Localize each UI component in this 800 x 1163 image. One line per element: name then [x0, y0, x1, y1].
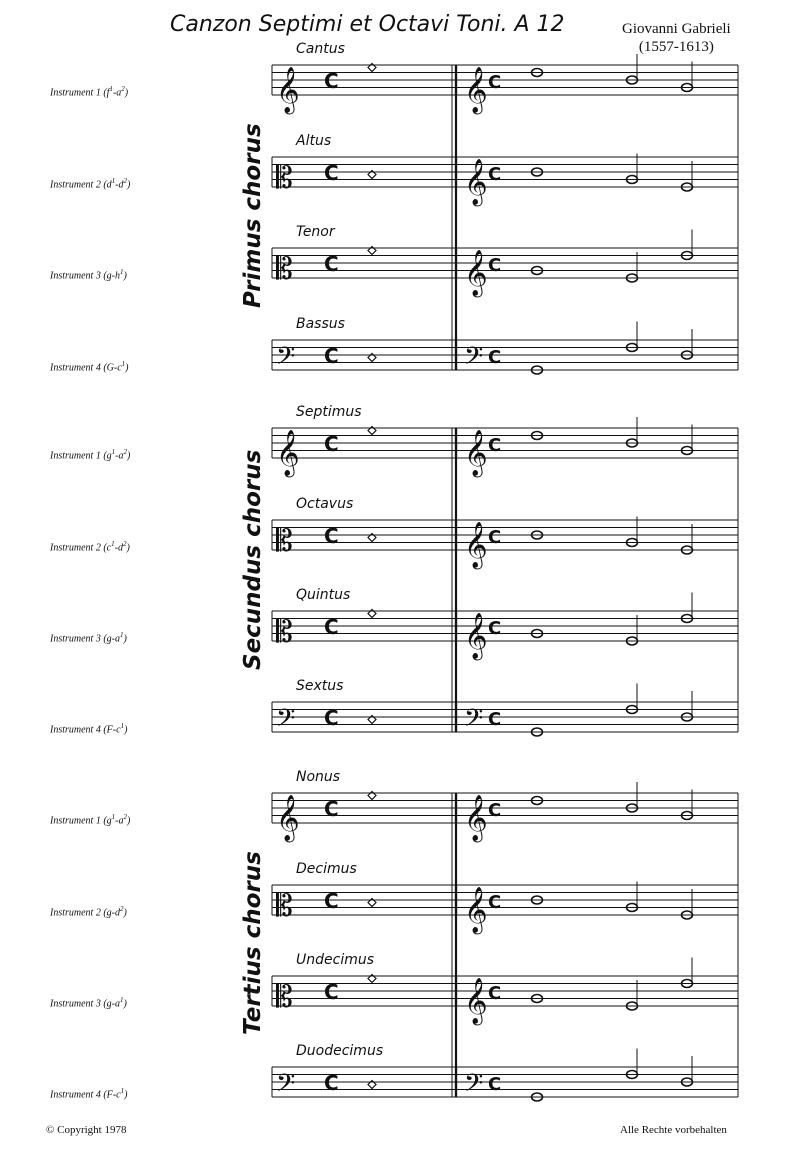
chorus-label: Tertius chorus	[240, 851, 266, 1035]
original-clef-icon: 𝄡	[276, 524, 293, 559]
part-name: Quintus	[296, 587, 351, 603]
time-signature-icon: C	[324, 797, 339, 821]
staff-duodecimus	[272, 1049, 738, 1105]
original-clef-icon: 𝄢	[276, 342, 296, 377]
time-signature-icon: C	[488, 72, 502, 93]
part-name: Duodecimus	[296, 1043, 384, 1059]
modern-clef-icon: 𝄢	[464, 1069, 484, 1104]
part-name: Cantus	[296, 41, 345, 57]
modern-clef-icon: 𝄢	[464, 342, 484, 377]
time-signature-icon: C	[324, 69, 339, 93]
instrument-label: Instrument 4 $(F-c^1)$	[50, 722, 128, 736]
rights-notice: Alle Rechte vorbehalten	[620, 1124, 727, 1136]
time-signature-icon: C	[488, 164, 502, 185]
original-clef-icon: 𝄡	[276, 889, 293, 924]
time-signature-icon: C	[488, 255, 502, 276]
part-name: Tenor	[296, 224, 335, 240]
time-signature-icon: C	[324, 706, 339, 730]
time-signature-icon: C	[488, 800, 502, 821]
modern-clef-icon: 𝄞	[464, 978, 488, 1024]
composer-dates: (1557-1613)	[638, 39, 714, 55]
time-signature-icon: C	[324, 980, 339, 1004]
modern-clef-icon: 𝄞	[464, 795, 488, 841]
chorus-label: Primus chorus	[240, 122, 266, 308]
instrument-label: Instrument 4 $(F-c^1)$	[50, 1087, 128, 1101]
chorus-label: Secundus chorus	[240, 449, 266, 670]
modern-clef-icon: 𝄞	[464, 522, 488, 568]
part-name: Octavus	[296, 496, 354, 512]
modern-clef-icon: 𝄢	[464, 704, 484, 739]
original-clef-icon: 𝄡	[276, 252, 293, 287]
original-clef-icon: 𝄡	[276, 161, 293, 196]
staff-octavus	[272, 517, 738, 571]
time-signature-icon: C	[488, 892, 502, 913]
time-signature-icon: C	[488, 347, 502, 368]
staff-cantus	[272, 54, 738, 115]
staff-quintus	[272, 593, 738, 662]
instrument-label: Instrument 2 $(c^1-d^2)$	[50, 540, 130, 554]
staff-altus	[272, 154, 738, 208]
part-name: Septimus	[296, 404, 362, 420]
modern-clef-icon: 𝄞	[464, 887, 488, 933]
staff-decimus	[272, 882, 738, 936]
instrument-label: Instrument 4 $(G-c^1)$	[50, 360, 129, 374]
part-name: Bassus	[296, 316, 345, 332]
time-signature-icon: C	[488, 983, 502, 1004]
composer-name: Giovanni Gabrieli	[622, 21, 731, 37]
original-clef-icon: 𝄢	[276, 1069, 296, 1104]
time-signature-icon: C	[324, 524, 339, 548]
time-signature-icon: C	[488, 709, 502, 730]
part-name: Sextus	[296, 678, 344, 694]
instrument-label: Instrument 2 $(g-d^2)$	[50, 905, 127, 919]
part-name: Decimus	[296, 861, 357, 877]
instrument-label: Instrument 1 $(f^1-a^2)$	[50, 85, 129, 99]
time-signature-icon: C	[324, 1071, 339, 1095]
staff-undecimus	[272, 958, 738, 1027]
time-signature-icon: C	[324, 252, 339, 276]
instrument-label: Instrument 1 $(g^1-a^2)$	[50, 813, 131, 827]
modern-clef-icon: 𝄞	[464, 250, 488, 296]
modern-clef-icon: 𝄞	[464, 613, 488, 659]
staff-tenor	[272, 230, 738, 299]
copyright-notice: © Copyright 1978	[46, 1124, 127, 1136]
part-name: Undecimus	[296, 952, 375, 968]
time-signature-icon: C	[324, 344, 339, 368]
time-signature-icon: C	[488, 527, 502, 548]
modern-clef-icon: 𝄞	[464, 159, 488, 205]
score-title: Canzon Septimi et Octavi Toni. A 12	[170, 12, 565, 37]
staff-sextus	[272, 684, 738, 740]
staff-nonus	[272, 782, 738, 843]
original-clef-icon: 𝄞	[276, 430, 300, 476]
part-name: Altus	[296, 133, 332, 149]
time-signature-icon: C	[324, 161, 339, 185]
time-signature-icon: C	[488, 1074, 502, 1095]
modern-clef-icon: 𝄞	[464, 67, 488, 113]
instrument-label: Instrument 3 $(g-h^1)$	[50, 268, 127, 282]
time-signature-icon: C	[324, 615, 339, 639]
original-clef-icon: 𝄞	[276, 67, 300, 113]
original-clef-icon: 𝄞	[276, 795, 300, 841]
instrument-label: Instrument 1 $(g^1-a^2)$	[50, 448, 131, 462]
instrument-label: Instrument 2 $(d^1-d^2)$	[50, 177, 131, 191]
staff-bassus	[272, 322, 738, 378]
time-signature-icon: C	[488, 618, 502, 639]
time-signature-icon: C	[324, 432, 339, 456]
instrument-label: Instrument 3 $(g-a^1)$	[50, 996, 127, 1010]
time-signature-icon: C	[324, 889, 339, 913]
time-signature-icon: C	[488, 435, 502, 456]
staff-septimus	[272, 417, 738, 478]
modern-clef-icon: 𝄞	[464, 430, 488, 476]
original-clef-icon: 𝄢	[276, 704, 296, 739]
instrument-label: Instrument 3 $(g-a^1)$	[50, 631, 127, 645]
original-clef-icon: 𝄡	[276, 980, 293, 1015]
original-clef-icon: 𝄡	[276, 615, 293, 650]
part-name: Nonus	[296, 769, 341, 785]
